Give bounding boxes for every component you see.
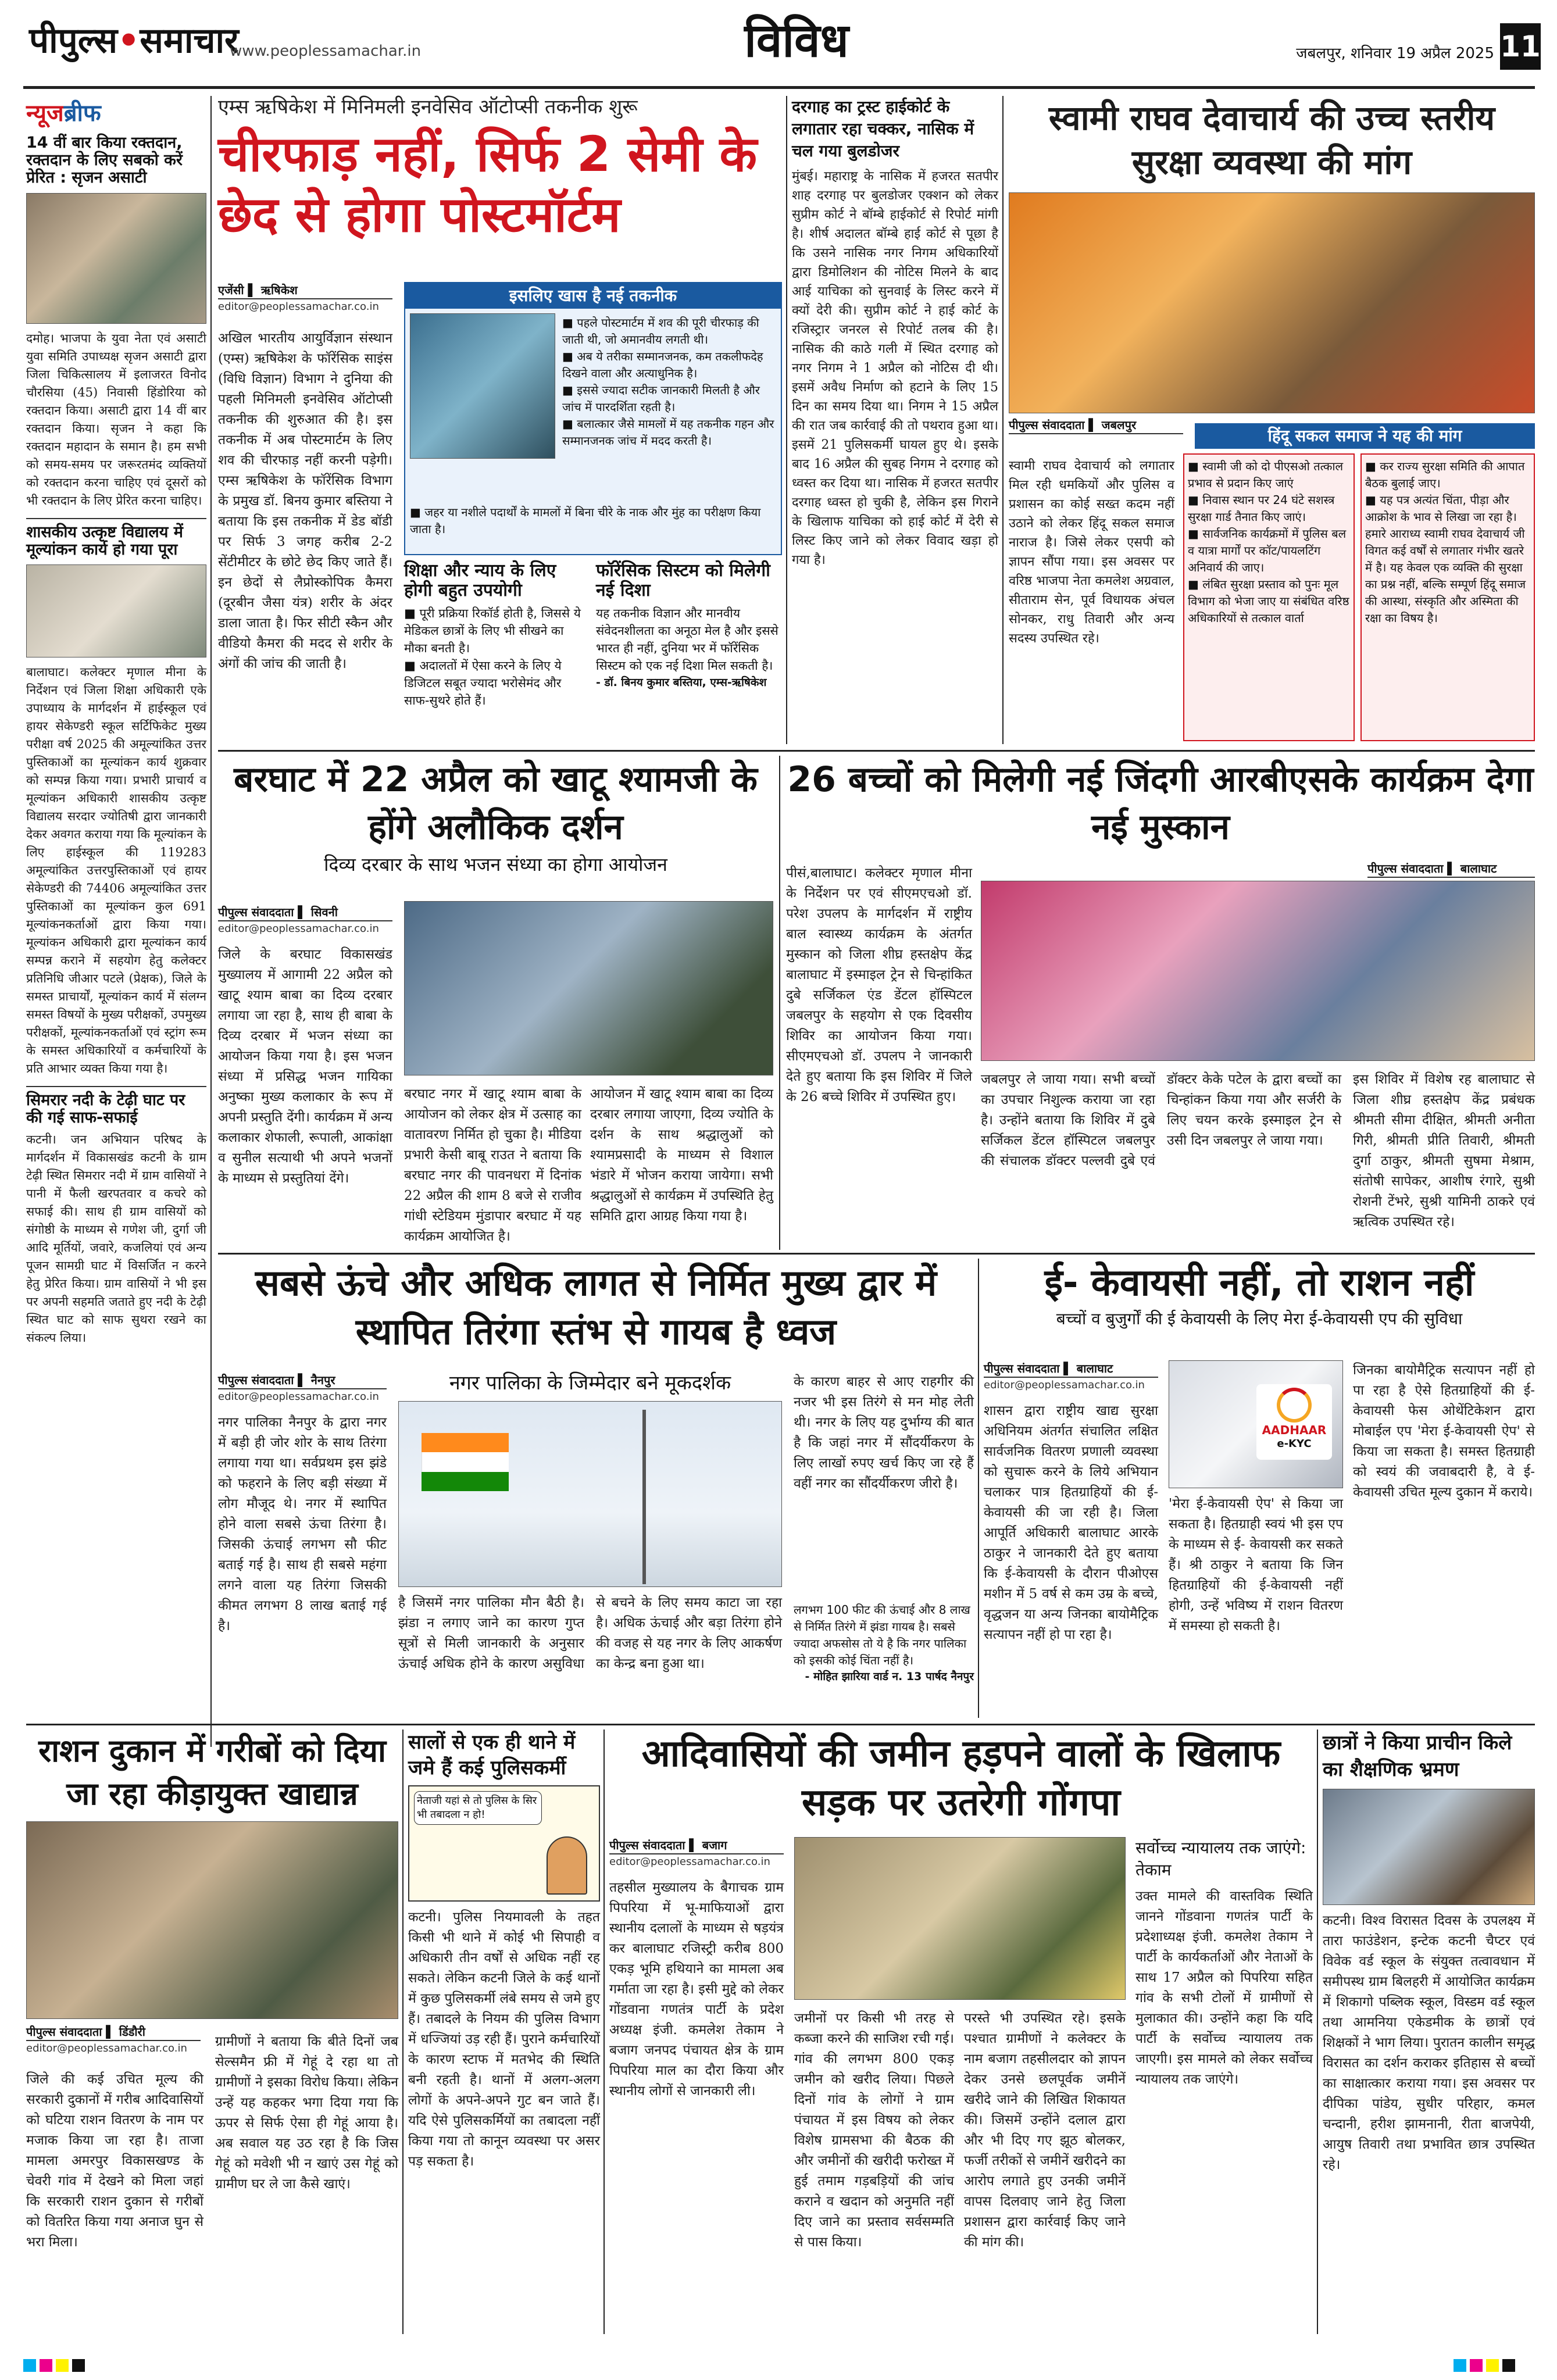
flag-pole-photo [398,1401,782,1587]
brief-divider [210,96,212,1747]
rbsk-photo [981,881,1535,1061]
ekyc-headline: ई- केवायसी नहीं, तो राशन नहीं [1044,1262,1474,1305]
print-color-marks [23,2359,105,2374]
news-brief-column [26,96,206,1747]
row-rule [26,1724,1535,1725]
students-photo [1323,1789,1535,1905]
box-bullet: ■ इससे ज्यादा सटीक जानकारी मिलती है और जांच में पारदर्शिता रहती है। [562,383,760,414]
brief-body-3: कटनी। जन अभियान परिषद के मार्गदर्शन में विकासखंड कटनी के ग्राम टेढ़ी स्थित सिमरार नदी में ग्राम वासियों ने पानी में फैली खरपतवार व कचरे को सफाई की। साथ ही ग्राम वासियों को संगोष्ठी के माध्यम से गणेश जी, दुर्गा जी आदि मूर्तियों, जवारे, कजलियां एवं अन्य पूजन सामग्री घाट में विसर्जित न करने हेतु प्रेरित किया। ग्राम वासियों ने भी इस पर अपनी सहमति जताते हुए नदी के टेढ़ी स्थित घाट को साफ सुथरा रखने का संकल्प लिया। [26,1132,206,1345]
brief-body-2: बालाघाट। कलेक्टर मृणाल मीना के निर्देशन एवं जिला शिक्षा अधिकारी एके उपाध्याय के मार्गदर्शन में हाईस्कूल एवं हायर सेकेण्डरी स्कूल सर्टिफिकेट मुख्य परीक्षा वर्ष 2025 की अमूल्यांकित उत्तर पुस्तिकाओं का मूल्यांकन कार्य शुक्रवार को सम्पन्न किया गया। प्रभारी प्राचार्य व मूल्यांकन अधिकारी शासकीय उत्कृष्ट विद्यालय सरदार ज्योतिषी द्वारा जानकारी देकर अवगत कराया गया कि मूल्यांकन के लिए हाईस्कूल की 119283 अमूल्यांकित उत्तरपुस्तिकाओं एवं हायर सेकेण्डरी की 74406 अमूल्यांकित उत्तर पुस्तिकाओं का मूल्यांकन कुल 691 मूल्यांकनकर्ताओं द्वारा किया गया। मूल्यांकन अधिकारी द्वारा मूल्यांकन कार्य सम्पन्न कराने में सहयोग हेतु कलेक्टर प्रतिनिधि जीआर पटले (प्रेक्षक), जिले के समस्त प्राचार्यों, मूल्यांकन कार्य में संलग्न समस्त विषयों के मुख्य परीक्षकों, उपमुख्य परीक्षकों, मूल्यांकनकर्ताओं एवं स्ट्रांग रूम के समस्त अधिकारियों व कर्मचारियों के प्रति आभार व्यक्त किया गया है। [26,665,207,1076]
section-title: विविध [744,13,849,67]
ekyc-body-3: जिनका बायोमैट्रिक सत्यापन नहीं हो पा रहा है ऐसे हितग्राहियों की ई- केवायसी फेस ओथेंटिकेशन द्वारा मोबाईल एप 'मेरा ई-केवायसी ऐप' से किया जा सकता है। समस्त हितग्राही को स्वयं की जवाबदारी है, वे ई- केवायसी उचित मूल्य दुकान में कराये। [1353,1363,1535,1500]
autopsy-box-bullets [562,315,777,449]
ration-headline: राशन दुकान में गरीबों को दिया जा रहा कीड़ायुक्त खाद्यान्न [38,1732,386,1812]
rbsk-body-1: पीसं,बालाघाट। कलेक्टर मृणाल मीना के निर्देशन पर एवं सीएमएचओ डॉ. परेश उपलप के मार्गदर्शन में राष्ट्रीय बाल स्वास्थ्य कार्यक्रम के अंतर्गत मुस्कान को जिला शीघ्र हस्तक्षेप केंद्र बालाघाट में इस्माइल ट्रेन से चिन्हांकित दुबे सर्जिकल एंड डेंटल हॉस्पिटल जबलपुर के सहयोग से एक दिवसीय शिविर का आयोजन किया गया। सीएमएचओ डॉ. उपलप ने जानकारी देते हुए बताया कि इस शिविर में जिले के 26 बच्चे शिविर में उपस्थित हुए। [786,866,972,1105]
page-number: 11 [1500,23,1541,70]
article-khatu-shyam [218,756,773,1250]
sub1-bullet: ■ पूरी प्रक्रिया रिकॉर्ड होती है, जिससे ये मेडिकल छात्रों के लिए भी सीखने का मौका बनती है। [404,606,581,656]
brief-body-1: दमोह। भाजपा के युवा नेता एवं असाटी युवा समिति उपाध्यक्ष सृजन असाटी द्वारा जिला चिकित्सालय में इलाजरत विनोद चौरसिया (45) निवासी हिंडोरिया को रक्तदान किया। असाटी द्वारा 14 वीं बार रक्तदान किया। सृजन ने कहा कि रक्तदान महादान के समान है। हम सभी को समय-समय पर जरूरतमंद व्यक्तियों को रक्तदान करना चाहिए एवं दूसरों को भी रक्तदान के लिए प्रेरित करना चाहिए। [26,331,206,508]
ekyc-body-1: शासन द्वारा राष्ट्रीय खाद्य सुरक्षा अधिनियम अंतर्गत संचालित लक्षित सार्वजनिक वितरण प्रणाली व्यवस्था को सुचारू करने के लिये अभियान चलाकर पात्र हितग्राहियों की ई- केवायसी की जा रही है। जिला आपूर्ति अधिकारी बालाघाट आरके ठाकुर ने जानकारी देते हुए बताया कि ई-केवायसी के दौरान पीओएस मशीन में 5 वर्ष से कम उम्र के बच्चे, वृद्धजन या अन्य जिनका बायोमैट्रिक सत्यापन नहीं हो पा रहा है। [984,1403,1158,1642]
brief-headline-2: शासकीय उत्कृष्ट विद्यालय में मूल्यांकन कार्य हो गया पूरा [26,518,206,559]
box-bullet: ■ पहले पोस्टमार्टम में शव की पूरी चीरफाड़ की जाती थी, जो अमानवीय लगती थी। [562,316,759,346]
swami-demands-col1 [1183,453,1355,741]
demand-item: ■ यह पत्र अत्यंत चिंता, पीड़ा और आक्रोश के भाव से लिखा जा रहा है। हमारे आराध्य स्वामी राघव देवाचार्य जी विगत कई वर्षों से लगातार गंभीर खतरे में है। यह केवल एक व्यक्ति की सुरक्षा का प्रश्न नहीं, बल्कि सम्पूर्ण हिंदू समाज की आस्था, संस्कृति और अस्मिता की रक्षा का विषय है। [1365,493,1526,625]
flag-pole-icon [642,1410,646,1584]
autopsy-body: अखिल भारतीय आयुर्विज्ञान संस्थान (एम्स) ऋषिकेश के फॉरेंसिक साइंस (विधि विज्ञान) विभाग ने दुनिया की पहली मिनिमली इनवेसिव ऑटोप्सी तकनीक की शुरुआत की है। इस तकनीक में अब पोस्टमार्टम के लिए शव की चीरफाड़ नहीं करनी पड़ेगी। एम्स ऋषिकेश के फॉरेंसिक विभाग के प्रमुख डॉ. बिनय कुमार बस्तिया ने बताया कि इस तकनीक में डेड बॉडी पर सिर्फ 3 जगह करीब 2-2 सेंटीमीटर के छोटे छेद किए जाते हैं। इन छेदों से लैप्रोस्कोपिक कैमरा (दूरबीन जैसा यंत्र) शरीर के अंदर डाला जाता है। फिर सीटी स्कैन और वीडियो कैमरा की मदद से शरीर के अंगों की जांच की जाती है। [218,331,392,671]
col-divider [786,96,787,744]
article-police [408,1729,600,2334]
police-body: कटनी। पुलिस नियमावली के तहत किसी भी थाने में कोई भी सिपाही व अधिकारी तीन वर्षों से अधिक नहीं रह सकते। लेकिन कटनी जिले के कई थानों में कुछ पुलिसकर्मी लंबे समय से जमे हुए हैं। तबादले के नियम की पुलिस विभाग में धज्जियां उड़ रही हैं। पुराने कर्मचारियों के कारण स्टाफ में मतभेद की स्थिति बनी रहती है। थानों में अलग-अलग लोगों के अपने-अपने गुट बन जाते हैं। यदि ऐसे पुलिसकर्मियों का तबादला नहीं किया गया तो कानून व्यवस्था पर असर पड़ सकता है। [408,1910,600,2169]
box-bullet: ■ जहर या नशीले पदार्थों के मामलों में बिना चीरे के नाक और मुंह का परीक्षण किया जाता है। [410,505,761,536]
demand-item: ■ स्वामी जी को दो पीएसओ तत्काल प्रभाव से प्रदान किए जाएं [1188,459,1344,490]
brief-headline-3: सिमरार नदी के टेढ़ी घाट पर की गई साफ-सफाई [26,1086,206,1127]
autopsy-sub2-head: फॉरेंसिक सिस्टम को मिलेगी नई दिशा [596,560,770,601]
rbsk-body-2: जबलपुर ले जाया गया। सभी बच्चों का उपचार निशुल्क कराया जा रहा है। उन्होंने बताया कि शिविर में दुबे सर्जिकल डेंटल हॉस्पिटल जबलपुर की संचालक डॉक्टर पल्लवी दुबे एवं डॉक्टर केके पटेल के द्वारा बच्चों का चिन्हांकन किया गया और सर्जरी के लिए चयन करके इस्माइल ट्रेन से उसी दिन जबलपुर ले जाया गया। [981,1072,1341,1168]
swami-demand-title: हिंदू सकल समाज ने यह की मांग [1195,423,1535,449]
gongpa-email: editor@peoplessamachar.co.in [609,1856,770,1868]
ekyc-byline: पीपुल्स संवाददाता ▌ बालाघाट [984,1360,1158,1378]
khatu-subhead: दिव्य दरबार के साथ भजन संध्या का होगा आयोजन [324,853,667,875]
row-rule [218,750,1535,752]
tiranga-quote-box [794,1602,974,1712]
masthead-rule [23,86,1535,89]
brand-left: पीपुल्स [29,20,118,61]
fort-headline: छात्रों ने किया प्राचीन किले का शैक्षणिक भ्रमण [1323,1731,1512,1781]
article-dargah [792,96,998,747]
demand-item: ■ सार्वजनिक कार्यक्रमों में पुलिस बल व यात्रा मार्गों पर कॉट/पायलटिंग अनिवार्य की जाए। [1188,527,1347,574]
news-brief-label: न्यूजब्रीफ [26,100,101,127]
tiranga-subhead: नगर पालिका के जिम्मेदार बने मूकदर्शक [449,1371,731,1395]
rbsk-byline: पीपुल्स संवाददाता ▌ बालाघाट [1367,860,1535,878]
article-rbsk [786,756,1535,1250]
khatu-body-3: आयोजन में खाटू श्याम बाबा का दिव्य दरबार लगाया जाएगा, दिव्य ज्योति के दर्शन के साथ श्रद्धालुओं को श्यामप्रसादी के माध्यम से विशाल भंडारे में भोजन कराया जायेगा। सभी श्रद्धालुओं से कार्यक्रम में उपस्थिति हेतु समिति द्वारा आग्रह किया गया है। [590,1087,773,1224]
col-divider [779,756,780,1250]
flag-icon [422,1433,509,1491]
col-divider [1317,1729,1318,2334]
blood-donation-photo [26,193,206,324]
aadhaar-photo [1169,1360,1343,1488]
sub1-bullet: ■ अदालतों में ऐसा करने के लिए ये डिजिटल सबूत ज्यादा भरोसेमंद और साफ-सुथरे होते हैं। [404,659,562,708]
dargah-headline: दरगाह का ट्रस्ट हाईकोर्ट के लगातार रहा चक्कर, नासिक में चल गया बुलडोजर [792,97,974,160]
gongpa-headline: आदिवासियों की जमीन हड़पने वालों के खिलाफ सड़क पर उतरेगी गोंगपा [641,1732,1281,1824]
ration-body-2: ग्रामीणों ने बताया कि बीते दिनों जब सेल्समैन फ्री में गेहूं दे रहा था तो ग्रामीणों ने इसका विरोध किया। लेकिन उन्हें यह कहकर भगा दिया गया कि ऊपर से सिर्फ ऐसा ही गेहूं आया है। अब सवाल यह उठ रहा है कि जिस गेहूं को मवेशी भी न खाएं उस गेहूं को ग्रामीण घर ले जा कैसे खाएं। [215,2034,398,2192]
gongpa-body-4: उक्त मामले की वास्तविक स्थिति जानने गोंडवाना गणतंत्र पार्टी के प्रदेशाध्यक्ष इंजी. कमलेश तेकाम ने पार्टी के कार्यकर्ताओं और नेताओं के साथ 17 अप्रैल को पिपरिया सहित गांव के सभी टोलों में ग्रामीणों से मुलाकात की। उन्होंने कहा कि यदि पार्टी के सर्वोच्च न्यायालय तक जाएगी। इस मामले को लेकर सर्वोच्च न्यायालय तक जाएंगे। [1135,1889,1313,2087]
demand-item: ■ कर राज्य सुरक्षा समिति की आपात बैठक बुलाई जाए। [1365,459,1525,490]
aadhaar-label: AADHAAR [1262,1423,1327,1437]
masthead [0,0,1557,87]
print-color-marks [1454,2359,1535,2374]
gongpa-body-2: जमीनों पर किसी भी तरह से कब्जा करने की साजिश रची गई। गांव की लगभग 800 एकड़ जमीन को खरीद लिया। पिछले दिनों गांव के लोगों ने ग्राम पंचायत में इस विषय को लेकर विशेष ग्रामसभा की बैठक की और जमीनों की खरीदी फरोख्त में हुई तमाम गड़बड़ियों की जांच कराने व खदान को अनुमति नहीं दिए जाने का प्रस्ताव सर्वसम्मति से पास किया। [794,2011,954,2250]
swami-demands-col2 [1360,453,1535,741]
ration-byline: पीपुल्स संवाददाता ▌ डिंडौरी [26,2024,201,2041]
khatu-headline: बरघाट में 22 अप्रैल को खाटू श्यामजी के होंगे अलौकिक दर्शन [234,759,758,848]
ration-email: editor@peoplessamachar.co.in [26,2042,187,2054]
tiranga-body-2: है जिसमें नगर पालिका मौन बैठी है। झंडा न लगाए जाने का कारण गुप्त सूत्रों से मिली जानकारी के अनुसार ऊंचाई अधिक होने के कारण असुविधा से बचने के लिए समय काटा जा रहा है। अधिक ऊंचाई और बड़ा तिरंगा होने की वजह से यह नगर के लिए आकर्षण का केन्द्र बना हुआ था। [398,1595,782,1671]
autopsy-sub1 [404,561,584,741]
tiranga-quote-attr: - मोहित झारिया वार्ड न. 13 पार्षद नैनपुर [805,1670,974,1683]
demand-item: ■ निवास स्थान पर 24 घंटे सशस्त्र सुरक्षा गार्ड तैनात किए जाएं। [1188,493,1335,524]
box-bullet: ■ अब ये तरीका सम्मानजनक, कम तकलीफदेह दिखने वाला और अत्याधुनिक है। [562,349,763,380]
autopsy-quote: यह तकनीक विज्ञान और मानवीय संवेदनशीलता का अनूठा मेल है और इससे भारत ही नहीं, दुनिया भर में फॉरेंसिक सिस्टम को एक नई दिशा मिल सकती है। [596,606,779,673]
brand-logo: पीपुल्स•समाचार [29,20,239,61]
autopsy-quote-attr: - डॉ. बिनय कुमार बस्तिया, एम्स-ऋषिकेश [596,676,767,689]
tiranga-byline: पीपुल्स संवाददाता ▌ नैनपुर [218,1372,387,1389]
khatu-byline: पीपुल्स संवाददाता ▌ सिवनी [218,904,392,921]
autopsy-sub2 [596,561,782,741]
box-bullet: ■ बलात्कार जैसे मामलों में यह तकनीक गहन और सम्मानजनक जांच में मदद करती है। [562,417,774,448]
autopsy-box [404,282,782,555]
swami-body: स्वामी राघव देवाचार्य को लगातार मिल रही धमकियों और पुलिस व प्रशासन का कोई सख्त कदम नहीं उठाने को लेकर हिंदू सकल समाज नाराज है। जिसे लेकर एसपी को ज्ञापन सौंपा गया। इस अवसर पर वरिष्ठ भाजपा नेता कमलेश अग्रवाल, सीताराम सेन, पूर्व विधायक अंचल सोनकर, राधु तिवारी और अन्य सदस्य उपस्थित रहे। [1009,459,1174,646]
col-divider [402,1729,403,2334]
gongpa-body-3: परस्ते भी उपस्थित रहे। इसके पश्चात ग्रामीणों ने कलेक्टर के नाम बजाग तहसीलदार को ज्ञापन देकर उनसे छलपूर्वक जमीनें खरीदे जाने की लिखित शिकायत की। जिसमें उन्होंने दलाल द्वारा और भी दिए गए झूठ बोलकर, फर्जी तरीकों से जमीनें खरीदने का आरोप लगाते हुए उनकी जमीनें वापस दिलवाए जाने हेतु जिला प्रशासन द्वारा कार्रवाई किए जाने की मांग की। [964,2011,1126,2250]
article-ekyc [984,1259,1535,1718]
col-divider [978,1259,979,1718]
ration-body-1: जिले की कई उचित मूल्य की सरकारी दुकानों में गरीब आदिवासियों को घटिया राशन वितरण के नाम पर मजाक किया जा रहा है। ताजा मामला अमरपुर विकासखण्ड के चेवरी गांव में देखने को मिला जहां कि सरकारी राशन दुकान से गरीबों को वितरित किया गया अनाज घुन से भरा मिला। [26,2072,203,2250]
cartoon-speech: नेताजी यहां से तो पुलिस के सिर भी तबादला न हो! [414,1791,542,1825]
gongpa-byline: पीपुल्स संवाददाता ▌ बजाग [609,1837,784,1854]
issue-date: जबलपुर, शनिवार 19 अप्रैल 2025 [1296,45,1494,62]
autopsy-email: editor@peoplessamachar.co.in [218,301,379,313]
cartoon [408,1785,600,1902]
rbsk-headline: 26 बच्चों को मिलेगी नई जिंदगी आरबीएसके कार्यक्रम देगा नई मुस्कान [787,759,1534,848]
col-divider [1002,96,1004,744]
ekyc-label: e-KYC [1277,1438,1312,1450]
brand-right: समाचार [140,20,239,61]
article-swami-security [1009,96,1535,747]
fort-body: कटनी। विश्व विरासत दिवस के उपलक्ष्य में तारा फाउंडेशन, इन्टेक कटनी चैप्टर एवं विवेक वर्ड स्कूल के संयुक्त तत्वावधान में समीपस्थ ग्राम बिलहरी में आयोजित कार्यक्रम में शिकागो पब्लिक स्कूल, विस्डम वर्ड स्कूल तथा आमनिया एकेडमीक के छात्रों एवं शिक्षकों ने भाग लिया। पुरातन कालीन समृद्ध विरासत का दर्शन कराकर इतिहास से बच्चों का साक्षात्कार कराया गया। इस अवसर पर दीपिका पांडेय, सुधीर परिहार, कमल चन्दानी, हरीश झामनानी, रीता बाजपेयी, आयुष तिवारी तथा प्रभावित छात्र उपस्थित रहे। [1323,1913,1535,2172]
row-rule [218,1253,1535,1255]
khatu-photo [404,901,773,1075]
article-ration-shop [26,1729,398,2334]
gongpa-body-1: तहसील मुख्यालय के बैगाचक ग्राम पिपरिया में भू-माफियाओं द्वारा स्थानीय दलालों के माध्यम से षड़यंत्र कर बालाघाट रजिस्ट्री करीब 800 एकड़ भूमि हथियाने का मामला अब गर्माता जा रहा है। इसी मुद्दे को लेकर गोंडवाना गणतंत्र पार्टी के प्रदेश अध्यक्ष इंजी. कमलेश तेकाम ने बजाग जनपद पंचायत क्षेत्र के ग्राम पिपरिया माल का दौरा किया और स्थानीय लोगों से जानकारी ली। [609,1880,784,2099]
tiranga-body-3: के कारण बाहर से आए राहगीर की नजर भी इस तिरंगे से मन मोह लेती थी। नगर के लिए यह दुर्भाग्य की बात है कि जहां नगर में सौंदर्यीकरण के लिए लाखों रुपए खर्च किए जा रहे हैं वहीं नगर का सौंदर्यीकरण जीरो है। [794,1374,974,1491]
khatu-email: editor@peoplessamachar.co.in [218,923,379,935]
rbsk-body-3: इस शिविर में विशेष रह बालाघाट से जिला शीघ्र हस्तक्षेप केंद्र प्रबंधक श्रीमती सीमा दीक्षित, श्रीमती अनीता गिरी, श्रीमती प्रीति तिवारी, श्रीमती दुर्गा ठाकुर, श्रीमती सुषमा मेश्राम, संतोषी सापेकर, आशीष रंगारे, सुश्री रोशनी टेंभरे, सुश्री यामिनी ठाकरे एवं ऋत्विक उपस्थित रहे। [1353,1072,1535,1230]
gongpa-photo [794,1837,1126,2000]
tiranga-body-1: नगर पालिका नैनपुर के द्वारा नगर में बड़ी ही जोर शोर के साथ तिरंगा लगाया गया था। सर्वप्रथम इस झंडे को फहराने के लिए बड़ी संख्या में लोग मौजूद थे। नगर में स्थापित होने वाला सबसे ऊंचा तिरंगा है। जिसकी ऊंचाई लगभग सौ फीट बताई गई है। साथ ही सबसे महंगा लगने वाला यह तिरंगा जिसकी कीमत लगभग 8 लाख बताई गई है। [218,1415,387,1634]
tiranga-quote: लगभग 100 फीट की ऊंचाई और 8 लाख से निर्मित तिरंगे में झंडा गायब है। सबसे ज्यादा अफसोस तो ये है कि नगर पालिका को इसकी कोई चिंता नहीं है। [794,1603,970,1667]
demand-item: ■ लंबित सुरक्षा प्रस्ताव को पुनः मूल विभाग को भेजा जाए या संबंधित वरिष्ठ अधिकारियों से तत्काल वार्ता [1188,577,1349,625]
autopsy-byline: एजेंसी ▌ ऋषिकेश [218,282,392,299]
col-divider [603,1729,605,2334]
tiranga-headline: सबसे ऊंचे और अधिक लागत से निर्मित मुख्य द्वार में स्थापित तिरंगा स्तंभ से गायब है ध्वज [255,1262,937,1353]
khatu-body-1: जिले के बरघाट विकासखंड मुख्यालय में आगामी 22 अप्रैल को खाटू श्याम बाबा का दिव्य दरबार लगाया जा रहा है, साथ ही बाबा के दिव्य दरबार में भजन संध्या का आयोजन किया गया है। इस भजन संध्या में प्रसिद्ध भजन गायिका अनुष्का मुख्य कलाकार के रूप में अपनी प्रस्तुति देंगी। कार्यक्रम में अन्य कलाकार शेफाली, रूपाली, आकांक्षा व सुनील सत्याथी भी अपने भजनों के माध्यम से प्रस्तुतियां देंगे। [218,947,392,1186]
aadhaar-logo [1256,1384,1332,1460]
article-gongpa [609,1729,1313,2334]
autopsy-kicker: एम्स ऋषिकेश में मिनिमली इनवेसिव ऑटोप्सी तकनीक शुरू [218,95,638,119]
website-link[interactable]: www.peoplessamachar.in [230,42,422,60]
autopsy-sub1-head: शिक्षा और न्याय के लिए होगी बहुत उपयोगी [404,560,556,601]
swami-headline: स्वामी राघव देवाचार्य की उच्च स्तरीय सुरक्षा व्यवस्था की मांग [1048,98,1495,182]
khatu-body-2: बरघाट नगर में खाटू श्याम बाबा के आयोजन को लेकर क्षेत्र में उत्साह का वातावरण निर्मित हो चुका है। मीडिया प्रभारी केसी बाबू राउत ने बताया कि बरघाट नगर की पावनधरा में दिनांक 22 अप्रैल की शाम 8 बजे से राजीव गांधी स्टेडियम मुंडापार बरघाट में यह कार्यक्रम आयोजित है। [404,1087,581,1244]
tiranga-email: editor@peoplessamachar.co.in [218,1391,379,1403]
ekyc-subhead: बच्चों व बुजुर्गों की ई केवायसी के लिए मेरा ई-केवायसी एप की सुविधा [1056,1309,1463,1328]
protest-photo [1009,192,1535,413]
surgery-photo [410,313,555,459]
article-tiranga [218,1259,974,1718]
article-autopsy [218,96,782,747]
autopsy-headline: चीरफाड़ नहीं, सिर्फ 2 सेमी के छेद से होगा पोस्टमॉर्टम [218,126,758,244]
article-fort-visit [1323,1729,1535,2334]
ration-shop-photo [26,1821,398,2019]
aadhaar-sun-icon [1277,1388,1312,1423]
police-headline: सालों से एक ही थाने में जमे हैं कई पुलिसकर्मी [408,1731,576,1779]
cartoon-figure-icon [547,1836,587,1895]
autopsy-box-title: इसलिए खास है नई तकनीक [405,283,781,309]
dargah-body: मुंबई। महाराष्ट्र के नासिक में हजरत सतपीर शाह दरगाह पर बुलडोजर एक्शन को लेकर सुप्रीम कोर्ट ने बॉम्बे हाईकोर्ट से रिपोर्ट मांगी है। शीर्ष अदालत बॉम्बे हाई कोर्ट से पूछा है कि उसने नासिक नगर निगम अधिकारियों द्वारा डिमोलिशन की नोटिस मिलने के बाद आई याचिका को सुनवाई के लिस्ट करने में क्यों देरी की। सुप्रीम कोर्ट ने हाई कोर्ट के रजिस्ट्रार जनरल से रिपोर्ट तलब की है। नासिक की काठे गली में स्थित दरगाह को नगर निगम ने 1 अप्रैल को नोटिस दी थी। इसमें अवैध निर्माण को हटाने के लिए 15 दिन का समय दिया था। निगम ने 15 अप्रैल की रात जब कार्रवाई की तो पथराव हुआ था। इसमें 21 पुलिसकर्मी घायल हुए थे। इसके बाद 16 अप्रैल की सुबह निगम ने दरगाह को ध्वस्त कर दिया था। नासिक में हजरत सतपीर दरगाह ध्वस्त हो चुकी है, लेकिन इस गिराने के खिलाफ याचिका को हाई कोर्ट में देरी से लिस्ट किए जाने को लेकर विवाद खड़ा हो गया है। [792,169,998,567]
ekyc-body-2: 'मेरा ई-केवायसी ऐप' से किया जा सकता है। हितग्राही स्वयं भी इस एप के माध्यम से ई- केवायसी कर सकते हैं। श्री ठाकुर ने बताया कि जिन हितग्राहियों की ई-केवायसी नहीं होगी, उन्हें भविष्य में राशन वितरण में समस्या हो सकती है। [1169,1496,1343,1634]
ekyc-email: editor@peoplessamachar.co.in [984,1379,1145,1391]
brief-headline-1: 14 वीं बार किया रक्तदान, रक्तदान के लिए सबको करें प्रेरित : सृजन असाटी [26,134,183,187]
gongpa-sidehead: सर्वोच्च न्यायालय तक जाएंगे: तेकाम [1135,1838,1306,1879]
evaluation-photo [26,564,206,657]
swami-byline: पीपुल्स संवाददाता ▌ जबलपुर [1009,417,1183,434]
